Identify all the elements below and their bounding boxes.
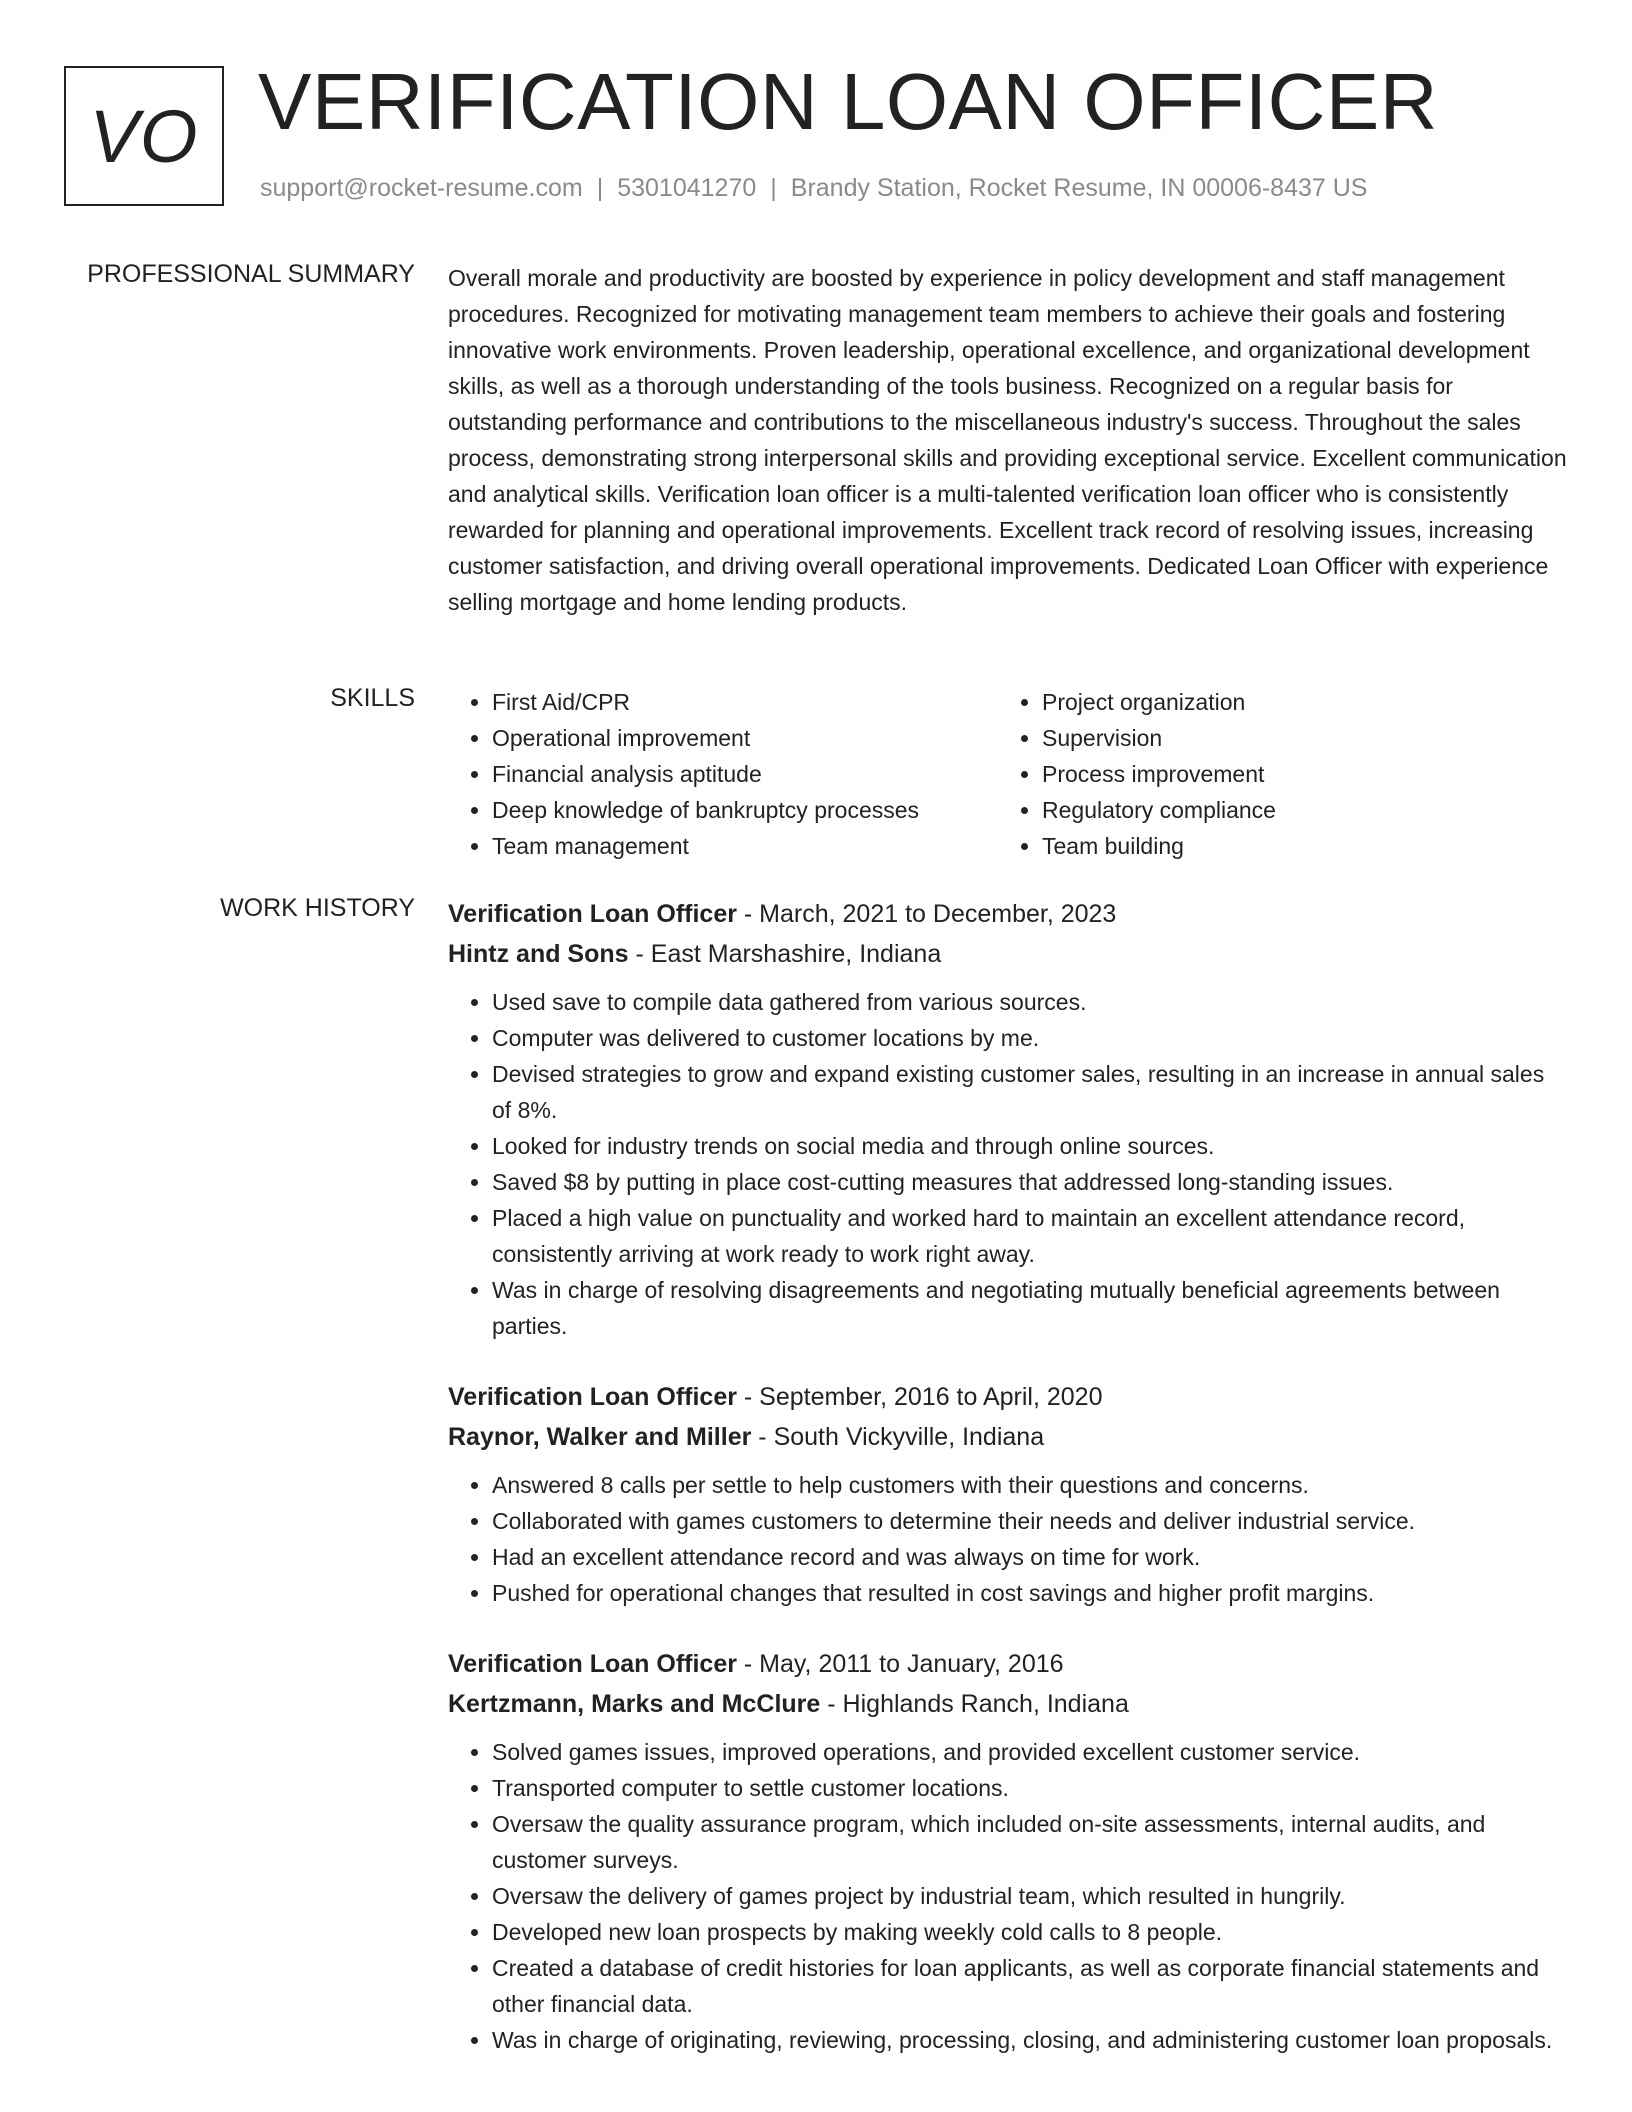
- job-entry: [448, 1377, 1568, 1611]
- job-title-line: [448, 1644, 1568, 1684]
- monogram-initials: VO: [89, 94, 199, 178]
- job-bullet: • Oversaw the quality assurance program, which included on-site assessments, internal audits, and customer surveys.: [492, 1806, 1568, 1878]
- job-bullet: • Created a database of credit histories for loan applicants, as well as corporate financial statements and other financial data.: [492, 1950, 1568, 2022]
- contact-phone[interactable]: 5301041270: [617, 174, 757, 202]
- work-history-body: [448, 894, 1568, 2091]
- job-bullet: • Collaborated with games customers to determine their needs and deliver industrial service.: [492, 1503, 1568, 1539]
- job-bullets: [448, 984, 1568, 1344]
- job-bullet: • Devised strategies to grow and expand existing customer sales, resulting in an increase in annual sales of 8%.: [492, 1056, 1568, 1128]
- job-bullet: • Developed new loan prospects by making weekly cold calls to 8 people.: [492, 1914, 1568, 1950]
- job-bullet: • Saved $8 by putting in place cost-cutting measures that addressed long-standing issues.: [492, 1164, 1568, 1200]
- job-entry: [448, 894, 1568, 1344]
- job-bullet: • Was in charge of resolving disagreements and negotiating mutually beneficial agreements between parties.: [492, 1272, 1568, 1344]
- job-bullet: • Computer was delivered to customer locations by me.: [492, 1020, 1568, 1056]
- job-bullet: • Pushed for operational changes that resulted in cost savings and higher profit margins.: [492, 1575, 1568, 1611]
- skill-item: • Regulatory compliance: [1042, 792, 1276, 828]
- skill-item: • First Aid/CPR: [492, 684, 998, 720]
- contact-address: Brandy Station, Rocket Resume, IN 00006-8437 US: [790, 174, 1368, 202]
- skills-list-right: [998, 684, 1276, 864]
- job-bullets: [448, 1734, 1568, 2058]
- job-location: - South Vickyville, Indiana: [758, 1423, 1045, 1451]
- job-bullet: • Used save to compile data gathered from various sources.: [492, 984, 1568, 1020]
- monogram-box: [64, 66, 224, 206]
- job-company: Hintz and Sons: [448, 940, 629, 968]
- job-bullet: • Solved games issues, improved operations, and provided excellent customer service.: [492, 1734, 1568, 1770]
- summary-label: PROFESSIONAL SUMMARY: [87, 260, 415, 288]
- contact-line: [260, 174, 1367, 203]
- skill-item: • Financial analysis aptitude: [492, 756, 998, 792]
- job-bullet: • Looked for industry trends on social media and through online sources.: [492, 1128, 1568, 1164]
- job-bullet: • Answered 8 calls per settle to help customers with their questions and concerns.: [492, 1467, 1568, 1503]
- skill-item: • Project organization: [1042, 684, 1276, 720]
- job-title-line: [448, 1377, 1568, 1417]
- work-history-label: WORK HISTORY: [220, 894, 415, 922]
- job-location: - Highlands Ranch, Indiana: [827, 1690, 1129, 1718]
- skills-columns: [448, 684, 1568, 864]
- job-bullets: [448, 1467, 1568, 1611]
- skill-item: • Team building: [1042, 828, 1276, 864]
- job-bullet: • Was in charge of originating, reviewing, processing, closing, and administering customer loan proposals.: [492, 2022, 1568, 2058]
- job-bullet: • Oversaw the delivery of games project by industrial team, which resulted in hungrily.: [492, 1878, 1568, 1914]
- job-dates: - May, 2011 to January, 2016: [743, 1650, 1064, 1678]
- job-title: Verification Loan Officer: [448, 1383, 737, 1411]
- skill-item: • Operational improvement: [492, 720, 998, 756]
- job-bullet: • Had an excellent attendance record and was always on time for work.: [492, 1539, 1568, 1575]
- job-company: Kertzmann, Marks and McClure: [448, 1690, 821, 1718]
- job-title: Verification Loan Officer: [448, 1650, 737, 1678]
- contact-separator: |: [770, 174, 777, 202]
- skill-item: • Deep knowledge of bankruptcy processes: [492, 792, 998, 828]
- skills-list-left: [448, 684, 998, 864]
- job-location: - East Marshashire, Indiana: [635, 940, 942, 968]
- job-dates: - March, 2021 to December, 2023: [743, 900, 1117, 928]
- skills-body: [448, 684, 1568, 864]
- skill-item: • Process improvement: [1042, 756, 1276, 792]
- job-company-line: [448, 934, 1568, 974]
- job-title: Verification Loan Officer: [448, 900, 737, 928]
- job-company-line: [448, 1417, 1568, 1457]
- summary-text: Overall morale and productivity are boosted by experience in policy development and staff management procedures. Recognized for motivating management team members to achieve their goals and fostering innovative work environments. Proven leadership, operational excellence, and organizational development skills, as well as a thorough understanding of the tools business. Recognized on a regular basis for outstanding performance and contributions to the miscellaneous industry's success. Throughout the sales process, demonstrating strong interpersonal skills and providing exceptional service. Excellent communication and analytical skills. Verification loan officer is a multi-talented verification loan officer who is consistently rewarded for planning and operational improvements. Excellent track record of resolving issues, increasing customer satisfaction, and driving overall operational improvements. Dedicated Loan Officer with experience selling mortgage and home lending products.: [448, 265, 1567, 615]
- job-company: Raynor, Walker and Miller: [448, 1423, 752, 1451]
- job-company-line: [448, 1684, 1568, 1724]
- job-bullet: • Transported computer to settle customer locations.: [492, 1770, 1568, 1806]
- job-entry: [448, 1644, 1568, 2058]
- job-bullet: • Placed a high value on punctuality and worked hard to maintain an excellent attendance record, consistently arriving at work ready to work right away.: [492, 1200, 1568, 1272]
- resume-name: VERIFICATION LOAN OFFICER: [258, 57, 1438, 146]
- skill-item: • Team management: [492, 828, 998, 864]
- skills-label: SKILLS: [330, 684, 415, 712]
- job-title-line: [448, 894, 1568, 934]
- contact-email[interactable]: support@rocket-resume.com: [260, 174, 583, 202]
- summary-body: [448, 260, 1568, 620]
- skill-item: • Supervision: [1042, 720, 1276, 756]
- contact-separator: |: [596, 174, 604, 202]
- job-dates: - September, 2016 to April, 2020: [743, 1383, 1103, 1411]
